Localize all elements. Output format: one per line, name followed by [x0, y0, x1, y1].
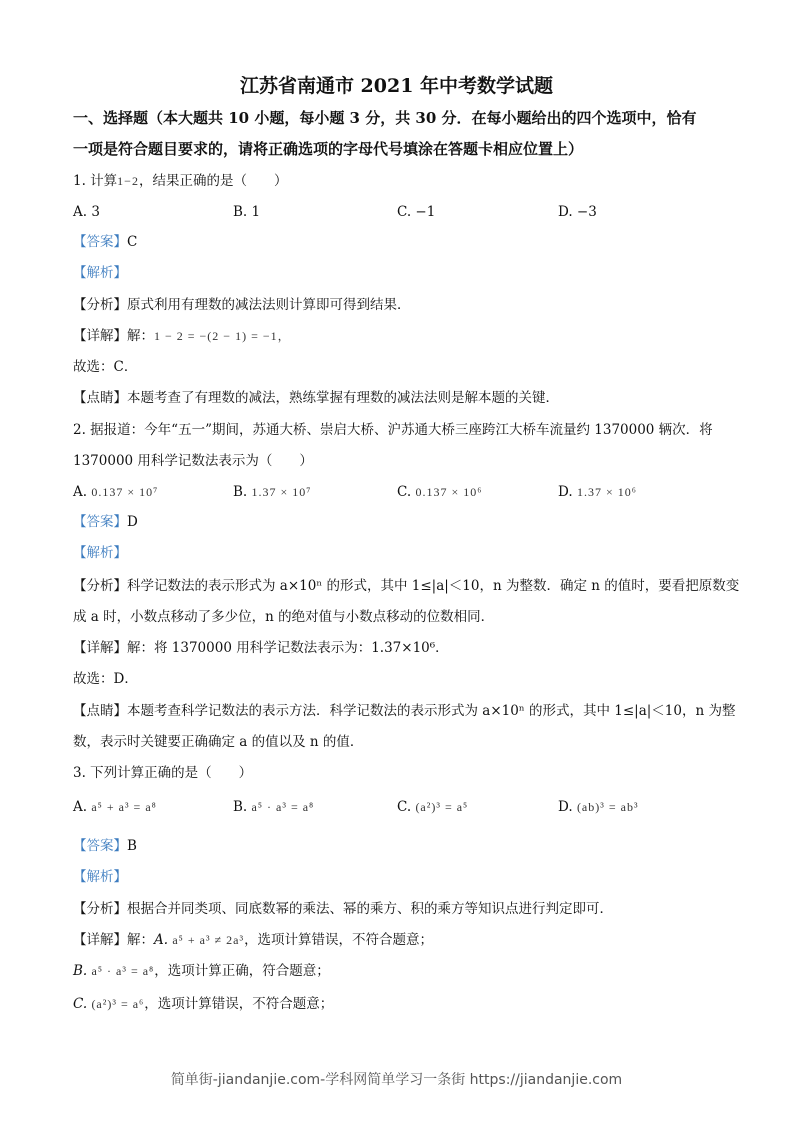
option-label: B. — [233, 799, 248, 815]
option-label: C. — [397, 799, 412, 815]
q2-fenxi — [73, 576, 739, 596]
q1-analysis-label: 【解析】 — [73, 265, 127, 281]
option-math: a⁵ + a³ = a⁸ — [91, 800, 157, 814]
xiangjie-label: 【详解】 — [73, 328, 127, 344]
option-ref: C. — [73, 996, 88, 1012]
q1-option-b: B. 1 — [233, 204, 261, 220]
q3-stem: 3. 下列计算正确的是（ ） — [73, 765, 253, 781]
xiangjie-label: 【详解】 — [73, 640, 127, 656]
footer-watermark: 简单街-jiandanjie.com-学科网简单学习一条街 https://jiandanjie.com — [170, 1072, 623, 1088]
answer-value: C — [127, 234, 138, 250]
q1-option-c: C. −1 — [397, 204, 436, 220]
option-math: 1.37 × 10⁷ — [251, 485, 312, 499]
xiangjie-math: a⁵ + a³ ≠ 2a³ — [172, 933, 245, 947]
answer-value: B — [127, 838, 137, 854]
q1-xiangjie — [73, 326, 291, 346]
xiangjie-text: ，选项计算错误，不符合题意； — [144, 996, 334, 1012]
fenxi-text: 科学记数法的表示形式为 a×10ⁿ 的形式，其中 1≤|a|＜10，n 为整数．确定 n 的值时，要看把原数变 — [127, 578, 740, 594]
q1-stem — [73, 171, 287, 191]
option-math: 0.137 × 10⁶ — [415, 485, 483, 499]
option-label: D. — [558, 484, 573, 500]
q1-dianjing — [73, 388, 559, 408]
fenxi-text: 根据合并同类项、同底数幂的乘法、幂的乘方、积的乘方等知识点进行判定即可． — [127, 901, 613, 917]
page-title: 江苏省南通市 2021 年中考数学试题 — [239, 75, 554, 97]
q3-answer — [73, 836, 137, 856]
section-heading-line1: 一、选择题（本大题共 10 小题，每小题 3 分，共 30 分．在每小题给出的四个选项中，恰有 — [73, 109, 697, 127]
xiangjie-math: (a²)³ = a⁶ — [91, 997, 145, 1011]
xiangjie-text: ，选项计算正确，符合题意； — [154, 963, 330, 979]
option-math: 1.37 × 10⁶ — [576, 485, 637, 499]
q2-guxuan: 故选：D． — [73, 671, 138, 687]
option-ref: A. — [154, 932, 169, 948]
q2-option-a — [73, 482, 158, 502]
option-math: (a²)³ = a⁵ — [415, 800, 469, 814]
option-math: 0.137 × 10⁷ — [91, 485, 159, 499]
option-label: B. — [233, 484, 248, 500]
answer-label: 【答案】 — [73, 838, 127, 854]
q3-option-c — [397, 797, 468, 817]
option-label: A. — [73, 799, 88, 815]
xiangjie-math: 1 − 2 = −(2 − 1) = −1， — [154, 329, 291, 343]
answer-label: 【答案】 — [73, 234, 127, 250]
q2-option-d — [558, 482, 637, 502]
q1-fenxi — [73, 295, 411, 315]
option-label: D. — [558, 799, 573, 815]
dianjing-label: 【点睛】 — [73, 390, 127, 406]
fenxi-label: 【分析】 — [73, 297, 127, 313]
q2-xiangjie — [73, 638, 449, 658]
q3-xiangjie-b — [73, 961, 330, 981]
option-label: A. — [73, 484, 88, 500]
q2-stem-line2: 1370000 用科学记数法表示为（ ） — [73, 453, 313, 469]
answer-value: D — [127, 514, 138, 530]
xiangjie-label: 【详解】 — [73, 932, 127, 948]
xiangjie-text: 解：将 1370000 用科学记数法表示为：1.37×10⁶． — [127, 640, 449, 656]
option-math: (ab)³ = ab³ — [576, 800, 639, 814]
q2-fenxi-line2: 成 a 时，小数点移动了多少位，n 的绝对值与小数点移动的位数相同． — [73, 609, 495, 625]
q1-stem-text2: ，结果正确的是（ ） — [138, 173, 288, 189]
q2-answer — [73, 512, 138, 532]
q1-stem-math: 1−2 — [117, 174, 139, 188]
q2-analysis-label: 【解析】 — [73, 545, 127, 561]
xiangjie-text: ，选项计算错误，不符合题意； — [244, 932, 434, 948]
fenxi-text: 原式利用有理数的减法法则计算即可得到结果． — [127, 297, 411, 313]
q3-xiangjie-c — [73, 994, 333, 1014]
q3-option-b — [233, 797, 314, 817]
q2-stem-line1: 2. 据报道：今年“五一”期间，苏通大桥、崇启大桥、沪苏通大桥三座跨江大桥车流量约 1370000 辆次．将 — [73, 422, 713, 438]
q2-option-b — [233, 482, 311, 502]
q3-xiangjie-a — [73, 930, 433, 950]
q3-option-d — [558, 797, 639, 817]
dianjing-label: 【点睛】 — [73, 703, 127, 719]
fenxi-label: 【分析】 — [73, 578, 127, 594]
q2-option-c — [397, 482, 482, 502]
dianjing-text: 本题考查科学记数法的表示方法．科学记数法的表示形式为 a×10ⁿ 的形式，其中 1≤|a|＜10，n 为整 — [127, 703, 736, 719]
option-math: a⁵ · a³ = a⁸ — [251, 800, 315, 814]
option-ref: B. — [73, 963, 88, 979]
q3-analysis-label: 【解析】 — [73, 869, 127, 885]
xiangjie-text: 解： — [127, 932, 154, 948]
q1-option-d: D. −3 — [558, 204, 597, 220]
q2-dianjing-line2: 数，表示时关键要正确确定 a 的值以及 n 的值． — [73, 734, 364, 750]
q3-fenxi — [73, 899, 613, 919]
q1-answer — [73, 232, 137, 252]
answer-label: 【答案】 — [73, 514, 127, 530]
q3-option-a — [73, 797, 157, 817]
xiangjie-math: a⁵ · a³ = a⁸ — [91, 964, 155, 978]
q1-option-a: A. 3 — [73, 204, 100, 220]
dianjing-text: 本题考查了有理数的减法，熟练掌握有理数的减法法则是解本题的关键． — [127, 390, 559, 406]
q2-dianjing — [73, 701, 735, 721]
fenxi-label: 【分析】 — [73, 901, 127, 917]
section-heading-line2: 一项是符合题目要求的，请将正确选项的字母代号填涂在答题卡相应位置上） — [73, 140, 584, 158]
q1-stem-text: 1. 计算 — [73, 173, 118, 189]
xiangjie-text: 解： — [127, 328, 154, 344]
option-label: C. — [397, 484, 412, 500]
q1-guxuan: 故选：C． — [73, 359, 138, 375]
